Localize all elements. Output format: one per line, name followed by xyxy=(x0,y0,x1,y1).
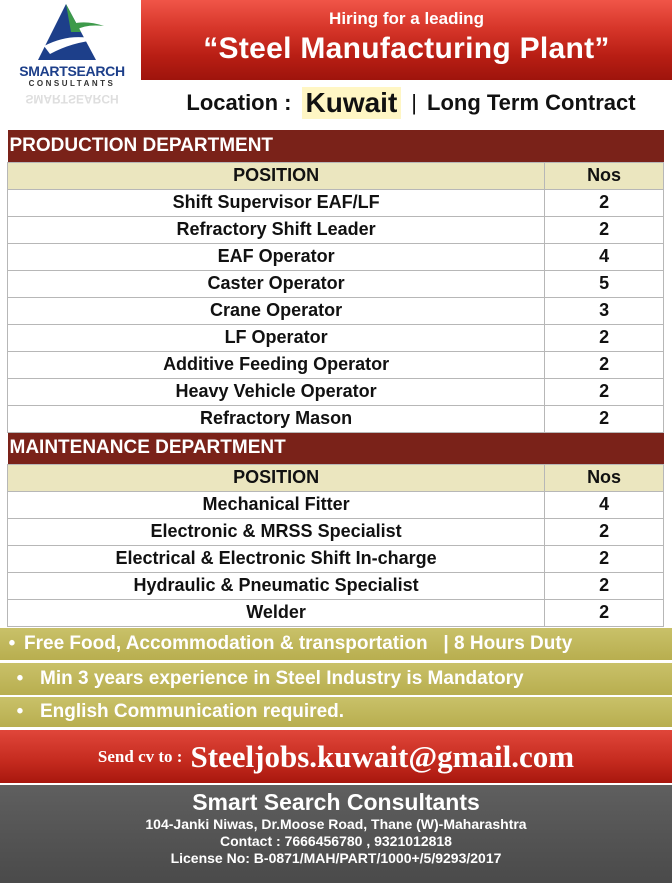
note-text: English Communication required. xyxy=(40,701,345,722)
table-row xyxy=(8,189,664,216)
table-row xyxy=(8,378,664,405)
footer xyxy=(0,785,672,883)
table-row xyxy=(8,572,664,599)
nos-cell: 2 xyxy=(545,324,664,351)
nos-cell: 2 xyxy=(545,572,664,599)
table-row xyxy=(8,270,664,297)
footer-address: 104-Janki Niwas, Dr.Moose Road, Thane (W)-Maharashtra xyxy=(145,816,527,832)
nos-cell: 2 xyxy=(545,545,664,572)
table-row xyxy=(8,545,664,572)
table-row xyxy=(8,324,664,351)
position-cell: Hydraulic & Pneumatic Specialist xyxy=(8,572,545,599)
production-department-header xyxy=(8,130,664,162)
positions-table xyxy=(7,130,664,627)
nos-cell: 3 xyxy=(545,297,664,324)
position-cell: Refractory Shift Leader xyxy=(8,216,545,243)
maintenance-department-header xyxy=(8,432,664,464)
footer-contact: Contact : 7666456780 , 9321012818 xyxy=(220,833,452,849)
banner-subtitle: Hiring for a leading xyxy=(329,9,484,28)
table-row xyxy=(8,243,664,270)
position-cell: Mechanical Fitter xyxy=(8,491,545,518)
position-cell: Electronic & MRSS Specialist xyxy=(8,518,545,545)
position-cell: Electrical & Electronic Shift In-charge xyxy=(8,545,545,572)
table-header-row xyxy=(8,464,664,491)
nos-cell: 2 xyxy=(545,378,664,405)
email-link[interactable]: Steeljobs.kuwait@gmail.com xyxy=(190,738,575,774)
nos-cell: 2 xyxy=(545,351,664,378)
position-cell: Caster Operator xyxy=(8,270,545,297)
footer-company-name: Smart Search Consultants xyxy=(192,789,480,815)
logo-reflection: SMARTSEARCH xyxy=(25,92,119,106)
column-header-nos: Nos xyxy=(545,162,664,189)
nos-cell: 2 xyxy=(545,189,664,216)
location-row xyxy=(150,82,672,124)
footer-license: License No: B-0871/MAH/PART/1000+/5/9293/2017 xyxy=(170,850,502,866)
note-text: Min 3 years experience in Steel Industry is Mandatory xyxy=(40,668,524,689)
note-experience xyxy=(0,663,672,695)
bullet-icon: • xyxy=(16,668,24,689)
nos-cell: 4 xyxy=(545,491,664,518)
position-cell: Heavy Vehicle Operator xyxy=(8,378,545,405)
table-row xyxy=(8,518,664,545)
location-separator: | xyxy=(411,90,417,115)
note-text: Free Food, Accommodation & transportation | 8 Hours Duty xyxy=(24,633,573,654)
nos-cell: 4 xyxy=(545,243,664,270)
note-communication xyxy=(0,697,672,727)
column-header-nos: Nos xyxy=(545,464,664,491)
table-row xyxy=(8,297,664,324)
table-row xyxy=(8,216,664,243)
table-header-row xyxy=(8,162,664,189)
hiring-banner xyxy=(141,0,672,80)
table-row xyxy=(8,351,664,378)
location-label: Location : xyxy=(186,90,292,115)
table-row xyxy=(8,405,664,432)
column-header-position: POSITION xyxy=(8,464,545,491)
nos-cell: 2 xyxy=(545,518,664,545)
note-benefits xyxy=(0,628,672,660)
table-row xyxy=(8,491,664,518)
department-title: PRODUCTION DEPARTMENT xyxy=(8,130,664,162)
position-cell: Refractory Mason xyxy=(8,405,545,432)
logo-brand-subtext: CONSULTANTS xyxy=(28,79,116,88)
position-cell: EAF Operator xyxy=(8,243,545,270)
company-logo xyxy=(0,0,140,122)
position-cell: Crane Operator xyxy=(8,297,545,324)
send-cv-label: Send cv to : xyxy=(97,746,183,766)
location-city: Kuwait xyxy=(302,87,402,119)
position-cell: Shift Supervisor EAF/LF xyxy=(8,189,545,216)
column-header-position: POSITION xyxy=(8,162,545,189)
contract-type: Long Term Contract xyxy=(427,90,636,115)
nos-cell: 2 xyxy=(545,405,664,432)
logo-triangle-icon xyxy=(36,2,106,64)
bullet-icon: • xyxy=(16,701,24,722)
position-cell: Additive Feeding Operator xyxy=(8,351,545,378)
nos-cell: 2 xyxy=(545,216,664,243)
department-title: MAINTENANCE DEPARTMENT xyxy=(8,432,664,464)
nos-cell: 5 xyxy=(545,270,664,297)
table-row xyxy=(8,599,664,626)
banner-title: “Steel Manufacturing Plant” xyxy=(203,32,610,65)
nos-cell: 2 xyxy=(545,599,664,626)
position-cell: LF Operator xyxy=(8,324,545,351)
position-cell: Welder xyxy=(8,599,545,626)
logo-brand-text: SMARTSEARCH xyxy=(19,63,125,79)
bullet-icon: • xyxy=(8,633,16,654)
send-cv-bar xyxy=(0,730,672,783)
